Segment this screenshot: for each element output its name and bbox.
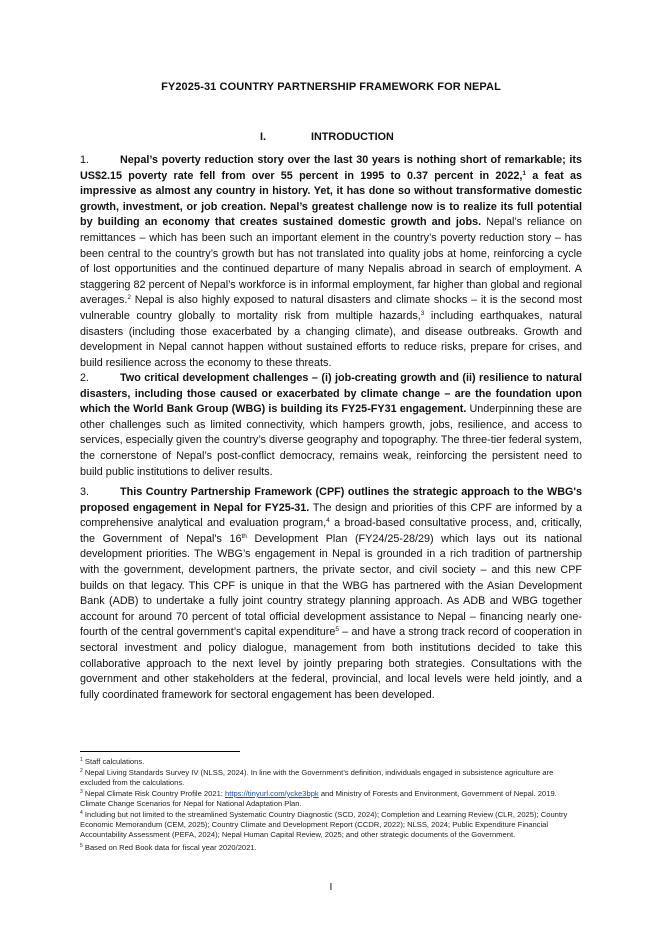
ordinal-suffix: th [241, 532, 247, 540]
footnote-text: Nepal Climate Risk Country Profile 2021: [82, 789, 226, 798]
footnote-mark: 5 [80, 843, 83, 849]
footnote-link[interactable]: https://tinyurl.com/ycke3bpk [225, 789, 319, 798]
paragraph-number: 3. [80, 486, 90, 498]
paragraph-text: – and have a strong track record of cooperation in sectoral investment and policy dialogue, management from both institutions decided to take this collaborative approach to the next level by jointly preparing both strategies. Consultations with the government and other stakeholders at the federal, provincial, and local levels were held jointly, and a fully coordinated framework for sectoral engagement has been developed. [80, 626, 583, 701]
paragraph-text: Underpinning these are other challenges such as limited connectivity, which hampers growth, jobs, resilience, and access to services, especially given the country’s diverse geography and topography. The three-tier federal system, the cornerstone of Nepal’s post-conflict democracy, remains weak, reinforcing the persistent need to build public institutions to deliver results. [80, 403, 582, 478]
footnote-separator [80, 751, 240, 752]
paragraph-number: 1. [80, 154, 90, 166]
footnote-3 [80, 789, 582, 809]
section-title: INTRODUCTION [311, 131, 394, 143]
footnote-text: and Ministry of Forests and Environment, Government of Nepal. 2019. Climate Change Scenarios for Nepal for National Adaptation Plan. [80, 789, 557, 808]
paragraph-text: The design and priorities of this CPF are informed by a comprehensive analytical and evaluation program, [80, 501, 582, 530]
paragraph-lead: Nepal’s poverty reduction story over the last 30 years is nothing short of remarkable; its US$2.15 poverty rate fell from over 55 percent in 1995 to 0.37 percent in 2022, [80, 154, 582, 182]
paragraph-lead-cont: a feat as impressive as almost any country in history. Yet, it has done so without transformative domestic growth, investment, or job creation. Nepal’s greatest challenge now is to realize its full potential by building an economy that creates sustained domestic growth and jobs. [80, 169, 582, 229]
footnote-ref: 2 [127, 294, 132, 302]
footnote-1 [80, 757, 582, 767]
footnote-ref: 4 [326, 517, 330, 525]
paragraph-text: including earthquakes, natural disasters (including those exacerbated by a changing climate), and disease outbreaks. Growth and development in Nepal cannot happen without sustained efforts to reduce risks, prepare for crises, and build resilience across the economy to these threats. [80, 309, 582, 369]
footnote-5 [80, 843, 582, 853]
paragraph-text: Nepal’s reliance on remittances – which has been such an important element in the country’s poverty reduction story – has been central to the country’s growth but has not translated into quality jobs at home, reinforcing a cycle of lost opportunities and the continued departure of many Nepalis abroad in search of employment. A staggering 82 percent of Nepal’s workforce is in informal employment, far higher than global and regional averages. [80, 216, 582, 307]
footnote-4 [80, 810, 582, 840]
paragraph-number: 2. [80, 372, 90, 384]
page-number: I [329, 881, 333, 893]
paragraph-2 [80, 371, 582, 480]
paragraph-3 [80, 485, 582, 703]
footnote-mark: 2 [80, 768, 83, 774]
footnote-text: Staff calculations. [82, 757, 145, 766]
footnote-mark: 3 [80, 789, 83, 795]
paragraph-text: a broad-based consultative process, and, critically, the Government of Nepal's 16 [80, 517, 582, 545]
footnote-text: Nepal Living Standards Survey IV (NLSS, 2024). In line with the Government’s definition, individuals engaged in subsistence agriculture are excluded from the calculations. [80, 768, 554, 787]
footnote-text: Based on Red Book data for fiscal year 2020/2021. [82, 843, 257, 852]
footnote-mark: 4 [80, 810, 83, 816]
paragraph-1 [80, 153, 582, 371]
footnote-text: Including but not limited to the streamlined Systematic Country Diagnostic (SCD, 2024); Completion and Learning Review (CLR, 2025); Country Economic Memorandum (CEM, 2025); Country Climate and Development Report (CCDR, 2022); NLSS, 2024; Public Expenditure Financial Accountability Assessment (PEFA, 2024); Nepal Human Capital Review, 2025; and other strategic documents of the Government. [80, 810, 568, 839]
document-title: FY2025-31 COUNTRY PARTNERSHIP FRAMEWORK FOR NEPAL [161, 81, 501, 93]
paragraph-text: Nepal is also highly exposed to natural disasters and climate shocks – it is the second most vulnerable country globally to mortality risk from multiple hazards, [80, 294, 582, 322]
footnote-2 [80, 768, 582, 788]
footnote-ref: 1 [522, 169, 526, 177]
section-number: I. [260, 131, 266, 143]
paragraph-lead: This Country Partnership Framework (CPF) outlines the strategic approach to the WBG's proposed engagement in Nepal for FY25-31. [80, 486, 582, 514]
footnote-ref: 3 [420, 309, 425, 317]
footnote-mark: 1 [80, 757, 83, 763]
footnote-ref: 5 [335, 626, 339, 634]
paragraph-lead: Two critical development challenges – (i) job-creating growth and (ii) resilience to natural disasters, including those caused or exacerbated by climate change – are the foundation upon which the World Bank Group (WBG) is building its FY25-FY31 engagement. [80, 372, 582, 416]
paragraph-text: Development Plan (FY24/25-28/29) which lays out its national development priorities. The WBG’s engagement in Nepal is grounded in a rich tradition of partnership with the government, development partners, the private sector, and civil society – and this new CPF builds on that legacy. This CPF is unique in that the WBG has partnered with the Asian Development Bank (ADB) to undertake a fully joint country strategy planning approach. As ADB and WBG together account for around 70 percent of total official development assistance to Nepal – financing nearly one-fourth of the central government’s capital expenditure [80, 532, 582, 639]
